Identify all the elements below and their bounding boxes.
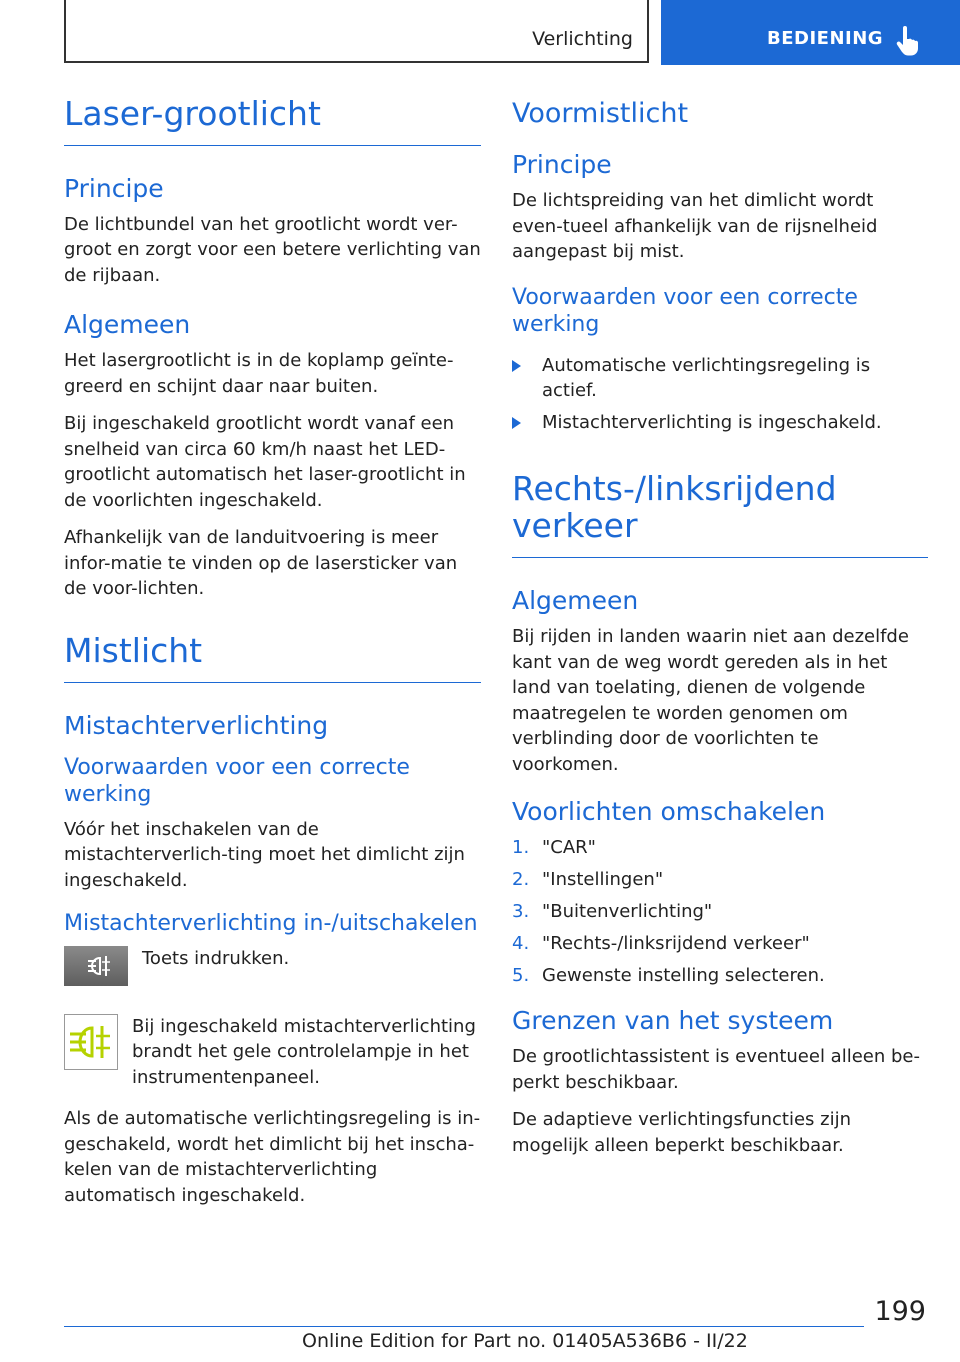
mist-schakelen-heading: Mistachterverlichting in-/uitschakelen — [64, 911, 478, 937]
pointing-hand-icon — [894, 26, 920, 56]
laser-algemeen-p2: Bij ingeschakeld grootlicht wordt vanaf een snelheid van circa 60 km/h naast het LED-grootlicht automatisch het laser-grootlicht in de voorlichten ingeschakeld. — [64, 413, 466, 511]
bullet-triangle-icon — [512, 353, 542, 403]
bullet-triangle-icon — [512, 410, 542, 436]
fog-indicator-row — [64, 1014, 481, 1091]
fog-indicator-icon — [64, 1014, 118, 1074]
laser-principe-text: De lichtbundel van het grootlicht wordt ver-groot en zorgt voor een betere verlichting van de rijbaan. — [64, 213, 481, 286]
header-section-tab — [661, 0, 960, 65]
list-item: Automatische verlichtingsregeling is actief. — [512, 353, 928, 403]
chapter-title: Verlichting — [532, 28, 633, 50]
rechts-omschakelen-heading: Voorlichten omschakelen — [512, 797, 826, 827]
laser-algemeen-p3: Afhankelijk van de landuitvoering is meer infor-matie te vinden op de lasersticker van de voor-lichten. — [64, 527, 458, 600]
list-item: 1. "CAR" — [512, 837, 596, 859]
mist-title: Mistlicht — [64, 632, 481, 683]
grenzen-heading: Grenzen van het systeem — [512, 1006, 834, 1036]
fog-indicator-text: Bij ingeschakeld mistachterverlichting brandt het gele controlelampje in het instrumentenpaneel. — [132, 1015, 476, 1088]
mist-voorwaarden-text: Vóór het inschakelen van de mistachterverlich-ting moet het dimlicht zijn ingeschakeld. — [64, 818, 465, 891]
laser-algemeen-p1: Het lasergrootlicht is in de koplamp geïnte-greerd en schijnt daar naar buiten. — [64, 350, 454, 397]
list-item: 2. "Instellingen" — [512, 869, 664, 891]
laser-principe-heading: Principe — [64, 173, 164, 203]
right-column — [512, 98, 928, 1170]
voormist-principe-text: De lichtspreiding van het dimlicht wordt even-tueel afhankelijk van de rijsnelheid aangepast bij mist. — [512, 190, 878, 263]
rechts-title: Rechts-/linksrijdend verkeer — [512, 470, 928, 559]
fog-button-row — [64, 946, 481, 990]
footer-edition: Online Edition for Part no. 01405A536B6 - II/22 — [302, 1330, 748, 1352]
omschakelen-steps — [512, 835, 928, 988]
mist-voorwaarden-heading: Voorwaarden voor een correcte werking — [64, 754, 410, 807]
list-item: 5. Gewenste instelling selecteren. — [512, 965, 825, 987]
list-item: 3. "Buitenverlichting" — [512, 901, 713, 923]
page-number: 199 — [874, 1296, 926, 1327]
mist-auto-text: Als de automatische verlichtingsregeling is in-geschakeld, wordt het dimlicht bij het inscha-kelen van de mistachterverlichting automatisch ingeschakeld. — [64, 1108, 481, 1206]
mist-sub-heading: Mistachterverlichting — [64, 710, 329, 740]
laser-title: Laser-grootlicht — [64, 95, 481, 146]
voormist-conditions-list — [512, 353, 928, 436]
voormist-voorwaarden-heading: Voorwaarden voor een correcte werking — [512, 284, 858, 337]
fog-button-text: Toets indrukken. — [142, 947, 290, 969]
footer-divider — [64, 1326, 864, 1327]
fog-button-icon — [64, 946, 128, 990]
list-item: 4. "Rechts-/linksrijdend verkeer" — [512, 933, 810, 955]
grenzen-p1: De grootlichtassistent is eventueel alleen be-perkt beschikbaar. — [512, 1046, 920, 1093]
header-chapter-box — [64, 0, 649, 63]
rechts-algemeen-text: Bij rijden in landen waarin niet aan dezelfde kant van de weg wordt gereden als in het land van toelating, dienen de volgende maatregelen te worden genomen om verblinding door de voorlichten te voorkomen. — [512, 626, 909, 775]
voormist-principe-heading: Principe — [512, 150, 612, 180]
laser-algemeen-heading: Algemeen — [64, 310, 191, 340]
left-column — [64, 95, 481, 1220]
voormist-title: Voormistlicht — [512, 98, 689, 129]
grenzen-p2: De adaptieve verlichtingsfuncties zijn mogelijk alleen beperkt beschikbaar. — [512, 1109, 851, 1156]
list-item: Mistachterverlichting is ingeschakeld. — [512, 410, 928, 436]
rechts-algemeen-heading: Algemeen — [512, 586, 639, 616]
section-label: BEDIENING — [767, 28, 884, 49]
